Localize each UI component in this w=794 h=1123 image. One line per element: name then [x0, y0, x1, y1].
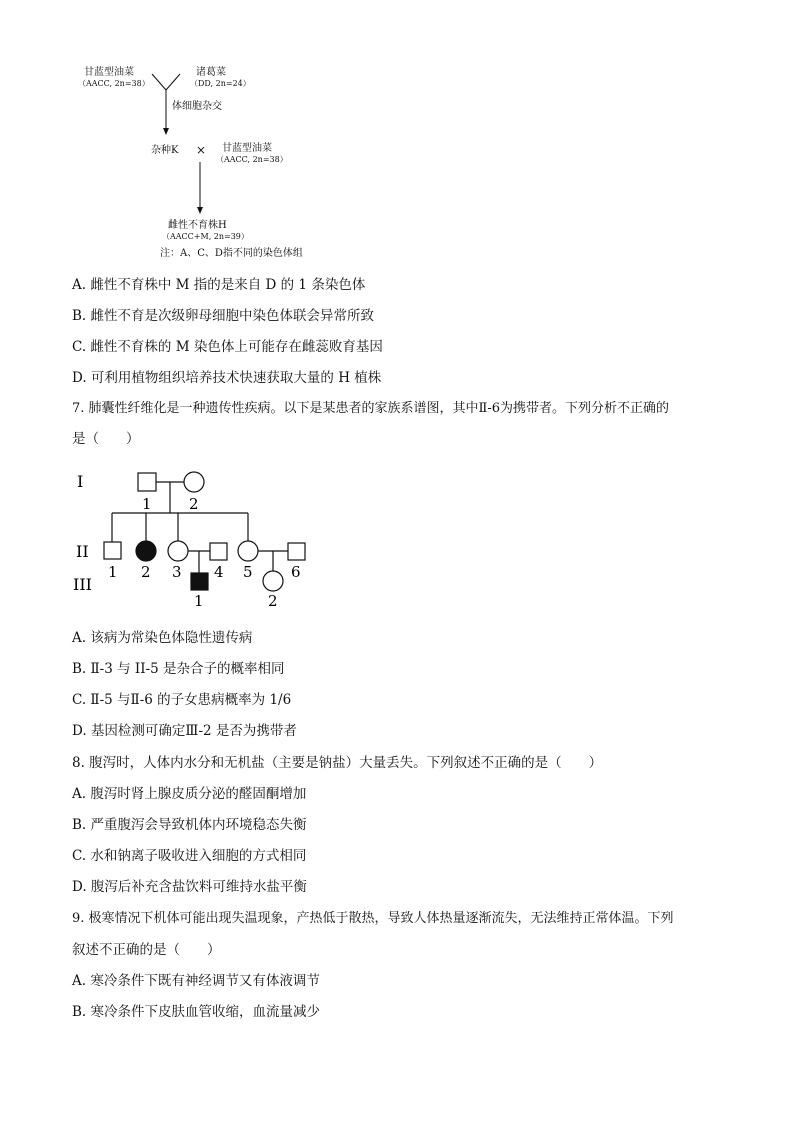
q7-option-d: D. 基因检测可确定Ⅲ-2 是否为携带者: [72, 723, 297, 739]
q6-option-c: C. 雌性不育株的 M 染色体上可能存在雌蕊败育基因: [72, 339, 383, 355]
pedigree-II-2-affected-female: [136, 541, 156, 561]
cross-symbol: ×: [196, 143, 207, 157]
q7-option-c: C. Ⅱ-5 与Ⅱ-6 的子女患病概率为 1/6: [72, 692, 292, 708]
pedigree-I-1-number: 1: [142, 495, 152, 513]
diagram-note: 注：A、C、D指不同的染色体组: [160, 248, 303, 259]
parent3-genome: （AACC, 2n=38）: [216, 155, 288, 164]
pedigree-II-3-number: 3: [172, 563, 182, 581]
parent1-genome: （AACC, 2n=38）: [78, 79, 150, 88]
pedigree-II-1-number: 1: [108, 563, 118, 581]
q8-stem: 8. 腹泻时，人体内水分和无机盐（主要是钠盐）大量丢失。下列叙述不正确的是（ ）: [72, 755, 603, 771]
gen-label-1: I: [77, 472, 84, 491]
q7-stem-line2: 是（ ）: [72, 431, 140, 447]
q8-option-d: D. 腹泻后补充含盐饮料可维持水盐平衡: [72, 879, 307, 895]
parent2-name: 诸葛菜: [196, 67, 226, 78]
q9-option-a: A. 寒冷条件下既有神经调节又有体液调节: [72, 973, 320, 989]
merge-line-right: [166, 74, 180, 90]
arrow-fusion-head: [163, 128, 169, 135]
q6-option-b: B. 雌性不育是次级卵母细胞中染色体联会异常所致: [72, 308, 375, 324]
pedigree-chart: [60, 465, 320, 615]
q7-option-a: A. 该病为常染色体隐性遗传病: [72, 630, 253, 646]
offspring-genome: （AACC+M, 2n=39）: [162, 232, 249, 241]
q6-option-d: D. 可利用植物组织培养技术快速获取大量的 H 植株: [72, 370, 382, 386]
pedigree-II-4-male: [210, 543, 227, 560]
fusion-label: 体细胞杂交: [172, 101, 222, 112]
parent1-name: 甘蓝型油菜: [84, 67, 134, 78]
pedigree-II-5-number: 5: [243, 563, 253, 581]
pedigree-II-2-number: 2: [141, 563, 151, 581]
q9-option-b: B. 寒冷条件下皮肤血管收缩，血流量减少: [72, 1004, 321, 1020]
cross-diagram-lines: [0, 0, 794, 260]
merge-line-left: [152, 74, 166, 90]
q8-option-b: B. 严重腹泻会导致机体内环境稳态失衡: [72, 817, 307, 833]
parent2-genome: （DD, 2n=24）: [190, 79, 251, 88]
q9-stem-line2: 叙述不正确的是（ ）: [72, 942, 221, 958]
pedigree-II-5-female: [238, 541, 258, 561]
q7-option-b: B. Ⅱ-3 与 II-5 是杂合子的概率相同: [72, 661, 285, 677]
pedigree-III-2-number: 2: [268, 592, 278, 610]
hybrid-name: 杂种K: [151, 145, 179, 156]
pedigree-III-1-number: 1: [194, 592, 204, 610]
pedigree-II-6-male: [288, 543, 305, 560]
gen-label-2: II: [76, 542, 89, 561]
pedigree-II-3-female: [168, 541, 188, 561]
arrow-cross-head: [197, 207, 203, 214]
parent3-name: 甘蓝型油菜: [222, 143, 272, 154]
q7-stem-line1: 7. 肺囊性纤维化是一种遗传性疾病。以下是某患者的家族系谱图，其中Ⅱ-6为携带者。下列分析不正确的: [72, 401, 670, 416]
pedigree-III-2-female: [263, 571, 283, 591]
q8-option-c: C. 水和钠离子吸收进入细胞的方式相同: [72, 848, 307, 864]
pedigree-I-1-male: [138, 473, 156, 491]
offspring-name: 雌性不育株H: [168, 220, 227, 231]
q8-option-a: A. 腹泻时肾上腺皮质分泌的醛固酮增加: [72, 786, 307, 802]
pedigree-II-1-male: [104, 542, 121, 559]
pedigree-II-6-number: 6: [291, 563, 301, 581]
pedigree-I-2-number: 2: [189, 495, 199, 513]
gen-label-3: III: [73, 575, 92, 594]
q6-option-a: A. 雌性不育株中 M 指的是来自 D 的 1 条染色体: [72, 277, 366, 293]
pedigree-I-2-female: [184, 472, 204, 492]
pedigree-III-1-affected-male: [191, 573, 208, 590]
q9-stem-line1: 9. 极寒情况下机体可能出现失温现象，产热低于散热，导致人体热量逐渐流失，无法维持正常体温。下列: [72, 911, 674, 926]
pedigree-II-4-number: 4: [214, 563, 224, 581]
